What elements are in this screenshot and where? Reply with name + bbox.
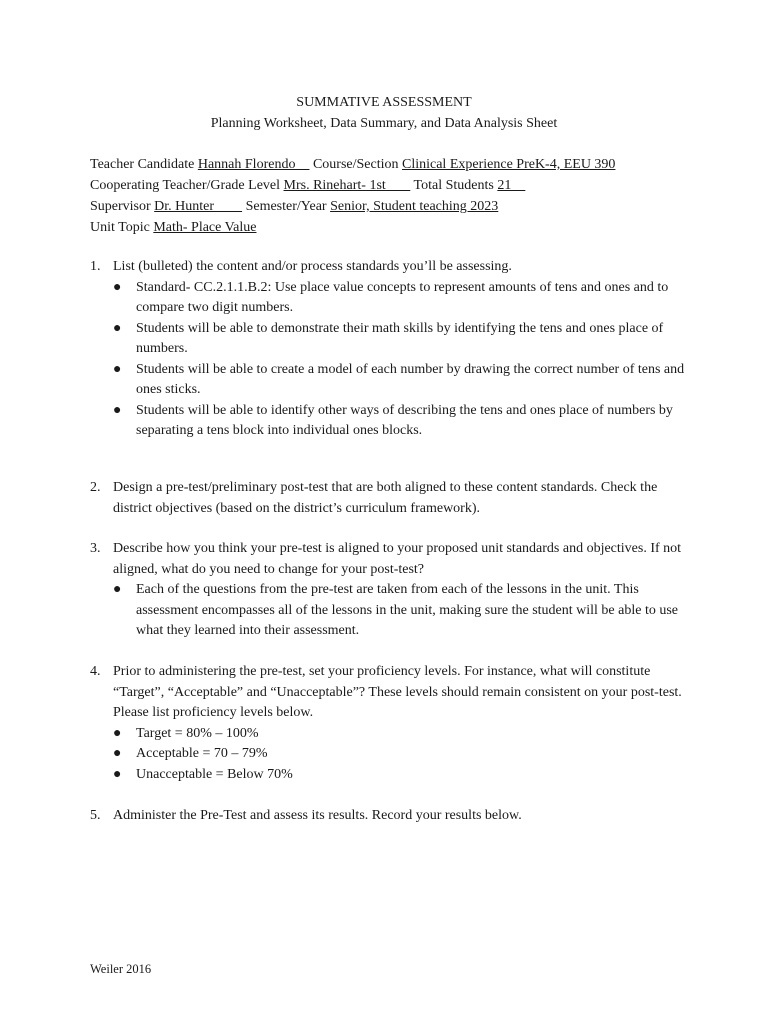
question-5 xyxy=(90,806,690,827)
info-line-unit xyxy=(90,218,256,238)
question-text: Describe how you think your pre-test is aligned to your proposed unit standards and objectives. If not aligned, what do you need to change for your post-test? xyxy=(113,541,682,577)
bullet-icon: ● xyxy=(113,766,122,782)
bullet-icon: ● xyxy=(113,320,122,336)
list-item: ● Target = 80% – 100% xyxy=(113,724,690,745)
question-text: Design a pre-test/preliminary post-test that are both aligned to these content standards. Check the district objectives (based on the district’s curriculum framework). xyxy=(113,480,658,516)
total-students-value: 21 xyxy=(497,178,526,193)
question-1 xyxy=(90,257,690,442)
cooperating-value: Mrs. Rinehart- 1st xyxy=(283,178,411,193)
bullet-list xyxy=(90,278,690,442)
list-item: ● Acceptable = 70 – 79% xyxy=(113,744,690,765)
bullet-icon: ● xyxy=(113,361,122,377)
bullet-icon: ● xyxy=(113,746,122,761)
list-item: ● Students will be able to demonstrate their math skills by identifying the tens and ones place of numbers. xyxy=(113,320,664,356)
question-2 xyxy=(90,478,690,519)
list-item: ● Standard- CC.2.1.1.B.2: Use place value concepts to represent amounts of tens and ones and to compare two digit numbers. xyxy=(113,279,669,315)
page-title: SUMMATIVE ASSESSMENT xyxy=(296,95,472,110)
info-line-supervisor xyxy=(90,197,498,217)
question-number: 4. xyxy=(90,664,101,679)
course-value: Clinical Experience PreK-4, EEU 390 xyxy=(402,157,616,172)
bullet-icon: ● xyxy=(113,279,122,295)
bullet-icon: ● xyxy=(113,402,122,418)
bullet-icon: ● xyxy=(113,582,122,597)
list-item: ● Each of the questions from the pre-test are taken from each of the lessons in the unit. This assessment encompasses all of the lessons in the unit, making sure the student will be able to use what they learned into their assessment. xyxy=(113,582,679,638)
question-number: 5. xyxy=(90,808,101,823)
bullet-icon: ● xyxy=(113,725,122,741)
semester-value: Senior, Student teaching 2023 xyxy=(330,199,499,214)
semester-label: Semester/Year xyxy=(245,199,327,214)
unit-topic-value: Math- Place Value xyxy=(153,220,257,235)
question-text: Administer the Pre-Test and assess its results. Record your results below. xyxy=(113,808,522,823)
info-line-teacher xyxy=(90,155,615,175)
page-subtitle: Planning Worksheet, Data Summary, and Data Analysis Sheet xyxy=(210,116,558,131)
bullet-list xyxy=(90,724,690,786)
question-4 xyxy=(90,662,690,785)
question-number: 2. xyxy=(90,480,101,495)
list-item: ● Students will be able to identify other ways of describing the tens and ones place of numbers by separating a tens block into individual ones blocks. xyxy=(113,402,673,438)
question-3 xyxy=(90,539,690,642)
bullet-list xyxy=(90,580,690,642)
supervisor-label: Supervisor xyxy=(90,199,151,214)
question-text: Prior to administering the pre-test, set your proficiency levels. For instance, what will constitute “Target”, “Acceptable” and “Unacceptable”? These levels should remain consistent on your post-test. Please list proficiency levels below. xyxy=(113,664,682,720)
total-students-label: Total Students xyxy=(413,178,494,193)
list-item: ● Students will be able to create a model of each number by drawing the correct number of tens and ones sticks. xyxy=(113,361,685,397)
footer-text: Weiler 2016 xyxy=(90,962,152,976)
question-text: List (bulleted) the content and/or process standards you’ll be assessing. xyxy=(113,259,512,274)
teacher-candidate-value: Hannah Florendo xyxy=(197,157,310,172)
cooperating-label: Cooperating Teacher/Grade Level xyxy=(90,178,281,193)
list-item: ● Unacceptable = Below 70% xyxy=(113,765,690,786)
info-line-cooperating xyxy=(90,176,525,196)
question-number: 1. xyxy=(90,259,101,274)
supervisor-value: Dr. Hunter xyxy=(154,199,243,214)
course-label: Course/Section xyxy=(312,157,399,172)
unit-topic-label: Unit Topic xyxy=(90,220,150,235)
question-number: 3. xyxy=(90,541,101,556)
teacher-candidate-label: Teacher Candidate xyxy=(90,157,195,172)
